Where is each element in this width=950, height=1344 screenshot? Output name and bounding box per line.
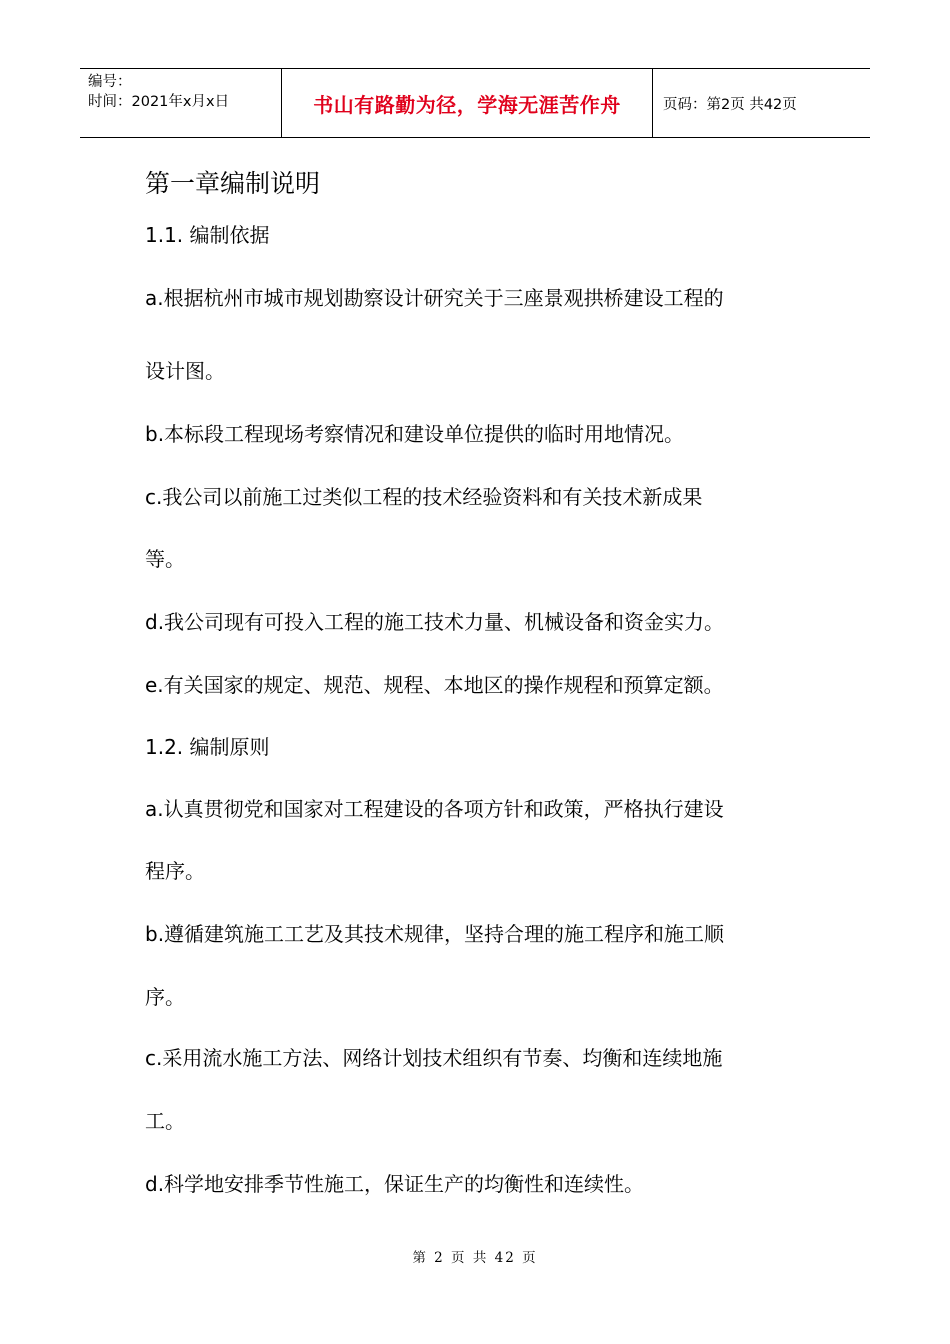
paragraph-line: c.采用流水施工方法、网络计划技术组织有节奏、均衡和连续地施 [145,1046,723,1070]
paragraph-line: 序。 [145,985,185,1009]
code-label: 编号： [88,74,132,90]
section-heading: 1.2. 编制原则 [145,735,270,759]
page-header [80,68,870,138]
paragraph-line: a.根据杭州市城市规划勘察设计研究关于三座景观拱桥建设工程的 [145,286,724,310]
paragraph-line: 工。 [145,1109,185,1133]
paragraph-line: d.科学地安排季节性施工，保证生产的均衡性和连续性。 [145,1172,645,1196]
page-info: 页码：第2页 共42页 [663,96,797,113]
paragraph-line: a.认真贯彻党和国家对工程建设的各项方针和政策，严格执行建设 [145,797,724,821]
paragraph-line: b.遵循建筑施工工艺及其技术规律，坚持合理的施工程序和施工顺 [145,922,725,946]
motto: 书山有路勤为径，学海无涯苦作舟 [281,69,653,137]
paragraph-line: 程序。 [145,859,205,883]
paragraph-line: 等。 [145,547,185,571]
time-label: 时间：2021年x月x日 [88,94,230,110]
chapter-title: 第一章编制说明 [145,169,321,198]
paragraph-line: e.有关国家的规定、规范、规程、本地区的操作规程和预算定额。 [145,673,724,697]
paragraph-line: c.我公司以前施工过类似工程的技术经验资料和有关技术新成果 [145,485,703,509]
paragraph-line: d.我公司现有可投入工程的施工技术力量、机械设备和资金实力。 [145,610,725,634]
paragraph-line: 设计图。 [145,359,225,383]
section-heading: 1.1. 编制依据 [145,223,270,247]
page-footer: 第 2 页 共 42 页 [412,1250,538,1266]
header-left-cell [80,69,281,137]
paragraph-line: b.本标段工程现场考察情况和建设单位提供的临时用地情况。 [145,422,685,446]
